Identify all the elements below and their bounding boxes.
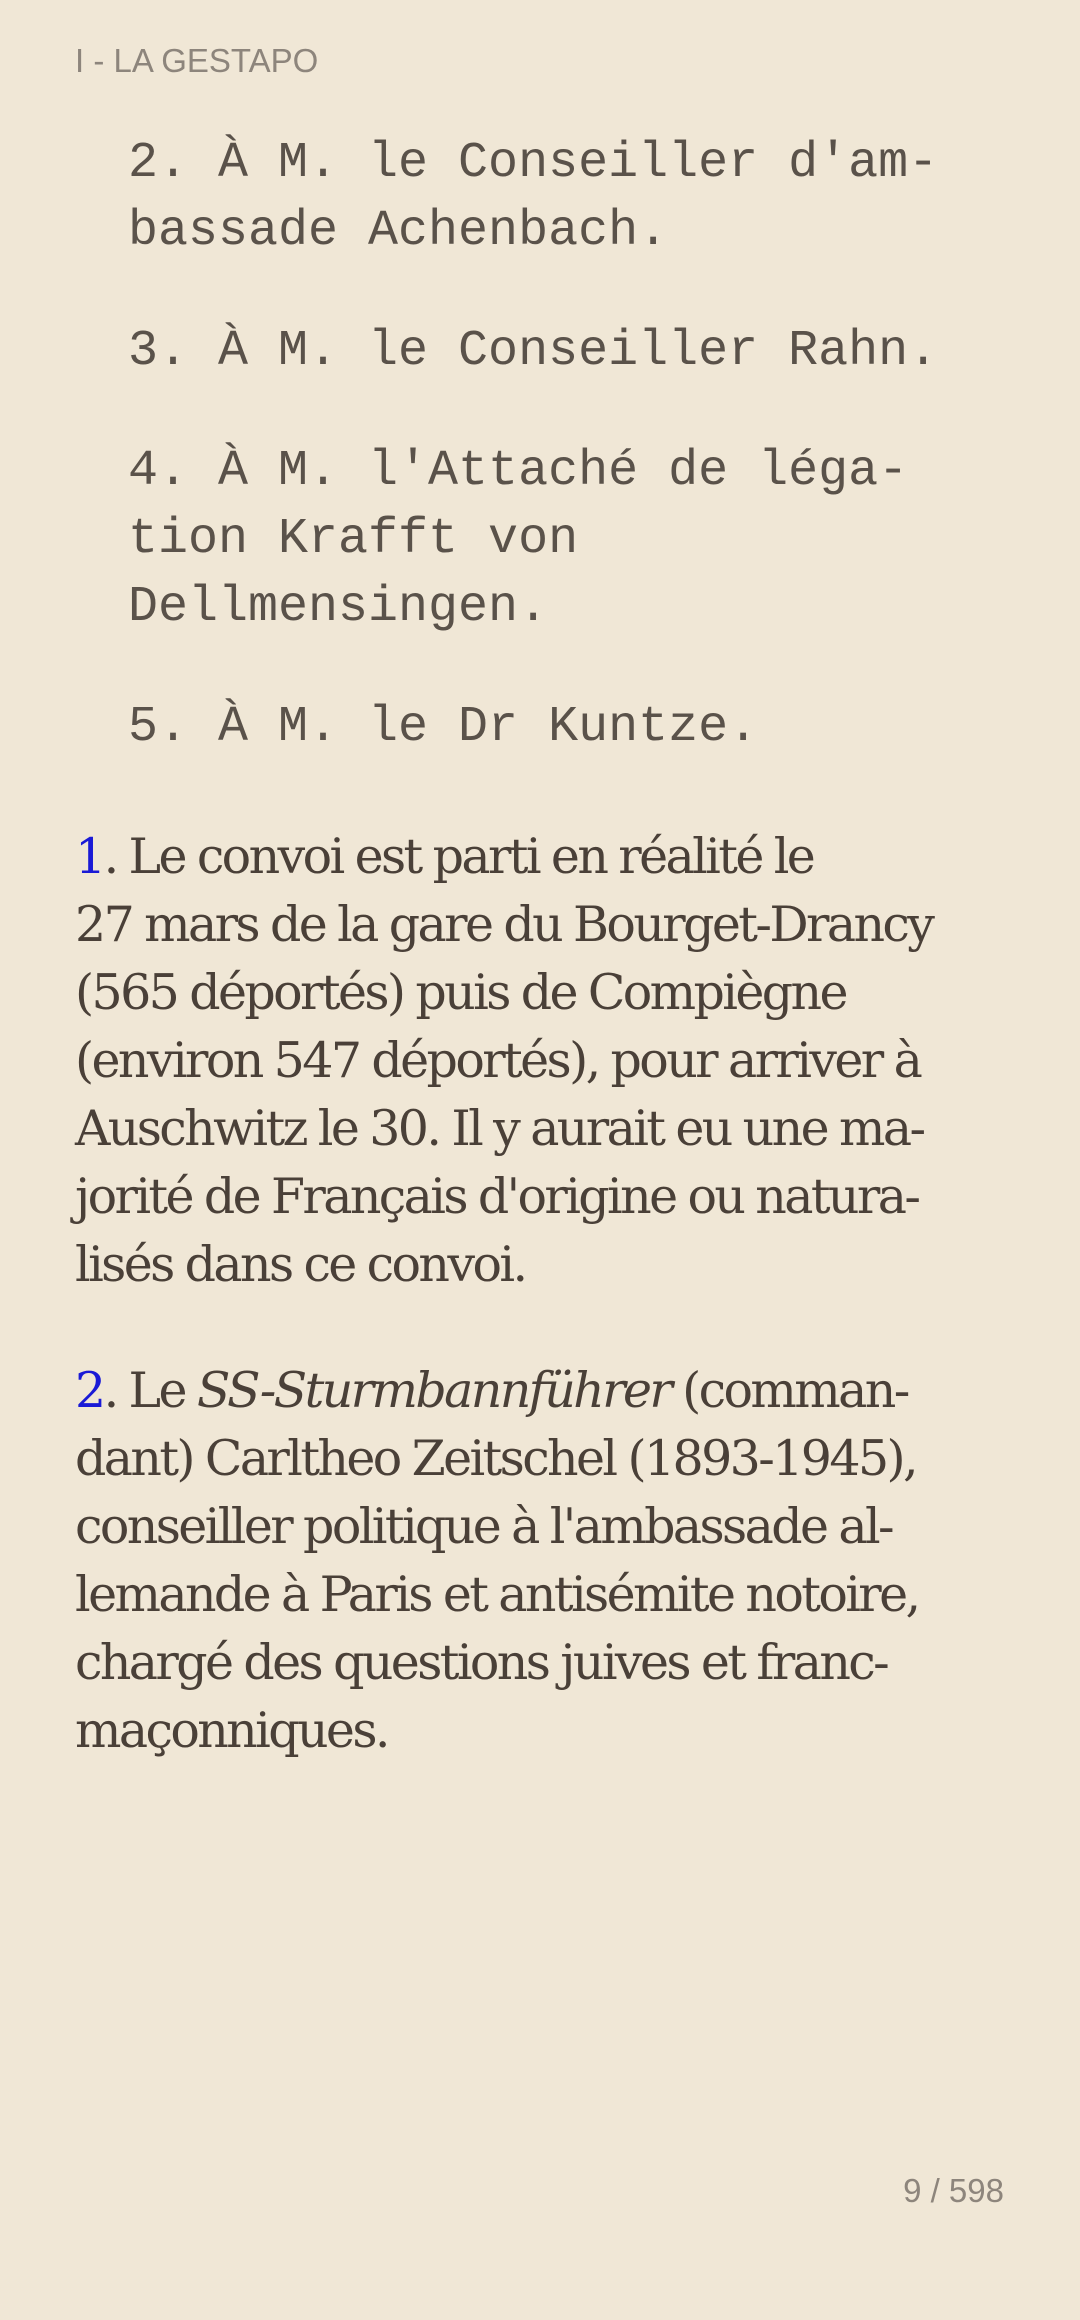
footnote-text-1: . Le convoi est parti en réalité le 27 mars de la gare du Bourget-Drancy (565 déportés) puis de Compiègne (environ 547 déportés), pour arriver à Auschwitz le 30. Il y aurait eu une ma- jorité de Français d'origine ou natura- lisés dans ce convoi. (75, 828, 933, 1293)
footnote-italic-term-2: SS-Sturmbannführer (196, 1362, 671, 1419)
footnote-prefix-2: . Le (103, 1362, 197, 1419)
recipient-list (128, 130, 1028, 762)
footnote-text-2: (comman- dant) Carltheo Zeitschel (1893-1945), conseiller politique à l'ambassade al- lemande à Paris et antisémite notoire, chargé des questions juives et franc- maçonniques. (75, 1362, 919, 1759)
footnote-2 (75, 1357, 1010, 1765)
footnote-1 (75, 823, 1010, 1299)
footnotes-section (75, 823, 1010, 1823)
chapter-header: I - LA GESTAPO (75, 42, 319, 79)
footnote-link-2[interactable]: 2 (75, 1362, 104, 1419)
recipient-item: 2. À M. le Conseiller d'am- bassade Achenbach. (128, 135, 939, 260)
recipient-item: 5. À M. le Dr Kuntze. (128, 699, 759, 756)
recipient-item: 4. À M. l'Attaché de léga- tion Krafft von Dellmensingen. (128, 443, 909, 636)
recipient-item: 3. À M. le Conseiller Rahn. (128, 323, 939, 380)
page-indicator: 9 / 598 (903, 2172, 1004, 2209)
footnote-link-1[interactable]: 1 (75, 828, 104, 885)
